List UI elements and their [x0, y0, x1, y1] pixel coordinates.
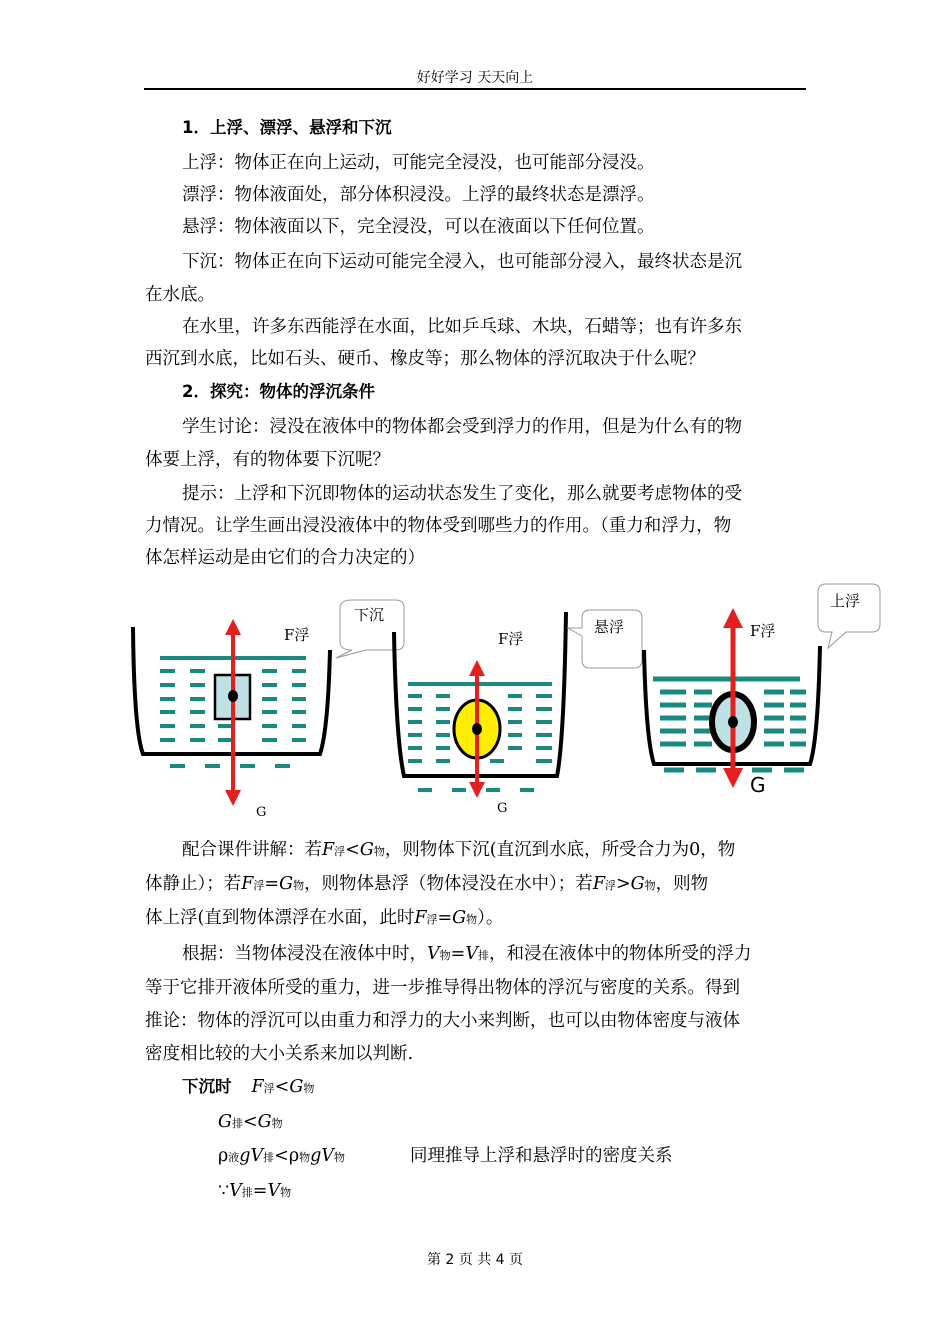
- explain2-eq: =: [264, 874, 280, 894]
- derive-row3: [218, 1144, 345, 1170]
- derive3-rho2: ρ: [288, 1146, 300, 1166]
- header-rule: [144, 88, 806, 90]
- basis-eq: =: [450, 944, 466, 964]
- label-G-suspend: G: [497, 801, 508, 816]
- hint-line3: 体怎样运动是由它们的合力决定的）: [145, 548, 425, 568]
- explain-line1-text: 配合课件讲解：若: [182, 840, 322, 860]
- basis-line1-text: 根据：当物体浸没在液体中时，: [182, 944, 427, 964]
- explain-line2-text: 体静止）；若: [145, 874, 242, 894]
- derive4-eq: =: [252, 1181, 268, 1201]
- explain2-f-sub: 浮: [253, 879, 265, 892]
- def-rise: 上浮：物体正在向上运动，可能完全浸没，也可能部分浸没。: [182, 153, 655, 173]
- explain2-g: G: [279, 874, 294, 894]
- explain2-f2-sub: 浮: [604, 879, 616, 892]
- explain-line2: [145, 872, 708, 898]
- def-float: 漂浮：物体液面处，部分体积浸没。上浮的最终状态是漂浮。: [182, 185, 655, 205]
- derive1-g-sub: 物: [303, 1082, 315, 1095]
- derive3-gv2: gV: [310, 1146, 334, 1166]
- hint-line1: 提示：上浮和下沉即物体的运动状态发生了变化，那么就要考虑物体的受: [182, 484, 742, 504]
- explain2-gt: >: [615, 874, 631, 894]
- basis-line4: 密度相比较的大小关系来加以判断.: [145, 1044, 414, 1064]
- basis-line2: 等于它排开液体所受的重力，进一步推导得出物体的浮沉与密度的关系。得到: [145, 978, 740, 998]
- basis-line1-rest: ，和浸在液体中的物体所受的浮力: [488, 944, 752, 964]
- discuss-line1: 学生讨论：浸没在液体中的物体都会受到浮力的作用，但是为什么有的物: [182, 417, 742, 437]
- explain2-g-sub: 物: [293, 879, 305, 892]
- explain-line1: [182, 838, 735, 864]
- explain-g-sub: 物: [373, 845, 385, 858]
- derive1-g: G: [289, 1077, 304, 1097]
- label-G-rise: G: [750, 773, 766, 797]
- para1-line2: 西沉到水底，比如石头、硬币、橡皮等；那么物体的浮沉取决于什么呢？: [145, 349, 705, 369]
- explain-f-sub: 浮: [334, 845, 346, 858]
- explain-line3-text: 体上浮(直到物体漂浮在水面，此时: [145, 908, 415, 928]
- discuss-line2: 体要上浮，有的物体要下沉呢？: [145, 450, 390, 470]
- explain3-eq: =: [437, 908, 453, 928]
- explain2-g2-sub: 物: [644, 879, 656, 892]
- derive2-g2: G: [257, 1112, 272, 1132]
- basis-v1: V: [427, 944, 440, 964]
- def-suspend: 悬浮：物体液面以下，完全浸没，可以在液面以下任何位置。: [182, 217, 655, 237]
- basis-line3: 推论：物体的浮沉可以由重力和浮力的大小来判断，也可以由物体密度与液体: [145, 1011, 740, 1031]
- explain-lt: <: [345, 840, 360, 860]
- page-header: 好好学习 天天向上: [416, 70, 534, 86]
- callout-sink-text: 下沉: [354, 606, 385, 624]
- beaker-sink: [133, 600, 404, 820]
- derive3-gv1: gV: [239, 1146, 264, 1166]
- explain3-f-sub: 浮: [426, 913, 438, 926]
- explain-line3: [145, 906, 503, 932]
- explain-g: G: [359, 840, 374, 860]
- explain-f: F: [322, 840, 335, 860]
- derive4-v2: V: [267, 1181, 281, 1201]
- derive4-v2-sub: 物: [280, 1186, 292, 1199]
- beaker-rise: [644, 584, 880, 797]
- derive2-g2-sub: 物: [271, 1117, 283, 1130]
- section2-title: 2．探究：物体的浮沉条件: [182, 382, 375, 401]
- beaker-suspend: [394, 610, 642, 816]
- explain-line1-rest: ，则物体下沉(直沉到水底，所受合力为0，物: [384, 840, 736, 860]
- derive-row1: [182, 1075, 314, 1101]
- def-sink-line2: 在水底。: [145, 285, 215, 305]
- explain3-g-sub: 物: [466, 913, 478, 926]
- label-G-sink: G: [256, 805, 267, 820]
- derive2-g1: G: [218, 1112, 232, 1132]
- explain2-g2: G: [630, 874, 645, 894]
- explain-line2-rest: ，则物: [655, 874, 709, 894]
- callout-suspend-text: 悬浮: [594, 618, 625, 636]
- label-F-suspend: F浮: [498, 630, 524, 648]
- derive3-rho1: ρ: [218, 1146, 229, 1166]
- basis-v1-sub: 物: [439, 949, 451, 962]
- derive1-f-sub: 浮: [263, 1082, 275, 1095]
- derive3-op: <: [274, 1146, 289, 1166]
- explain2-f2: F: [592, 874, 605, 894]
- buoyancy-diagram: [0, 580, 950, 830]
- explain-line3-rest: ）。: [477, 908, 504, 928]
- para1-line1: 在水里，许多东西能浮在水面，比如乒乓球、木块，石蜡等；也有许多东: [182, 317, 742, 337]
- callout-rise-text: 上浮: [830, 592, 861, 610]
- derive-row4: [218, 1179, 291, 1205]
- derive3-gv1-sub: 排: [263, 1151, 275, 1164]
- section1-title: 1．上浮、漂浮、悬浮和下沉: [182, 118, 392, 137]
- explain2-f: F: [241, 874, 254, 894]
- derive3-gv2-sub: 物: [333, 1151, 345, 1164]
- hint-line2: 力情况。让学生画出浸没液体中的物体受到哪些力的作用。（重力和浮力，物: [145, 516, 732, 536]
- derive-title: 下沉时: [182, 1077, 232, 1096]
- derive2-op: <: [242, 1112, 258, 1132]
- derive-row2: [218, 1110, 283, 1136]
- derive4-since: ∵: [218, 1181, 230, 1201]
- label-F-sink: F浮: [284, 626, 310, 644]
- derive3-rho1-sub: 液: [228, 1151, 240, 1164]
- derive-note: 同理推导上浮和悬浮时的密度关系: [410, 1146, 673, 1166]
- basis-v2-sub: 排: [477, 949, 489, 962]
- basis-line1: [182, 942, 751, 968]
- page-footer: 第 2 页 共 4 页: [426, 1252, 524, 1268]
- label-F-rise: F浮: [750, 622, 776, 640]
- derive1-f: F: [251, 1077, 264, 1097]
- derive4-v1-sub: 排: [241, 1186, 253, 1199]
- derive3-rho2-sub: 物: [299, 1151, 311, 1164]
- derive1-op: <: [274, 1077, 290, 1097]
- derive2-g1-sub: 排: [231, 1117, 243, 1130]
- explain3-g: G: [452, 908, 467, 928]
- basis-v2: V: [465, 944, 478, 964]
- def-sink-line1: 下沉：物体正在向下运动可能完全浸入，也可能部分浸入，最终状态是沉: [182, 252, 742, 272]
- explain3-f: F: [414, 908, 427, 928]
- explain-line2-mid: ，则物体悬浮（物体浸没在水中）；若: [304, 874, 593, 894]
- derive4-v1: V: [229, 1181, 242, 1201]
